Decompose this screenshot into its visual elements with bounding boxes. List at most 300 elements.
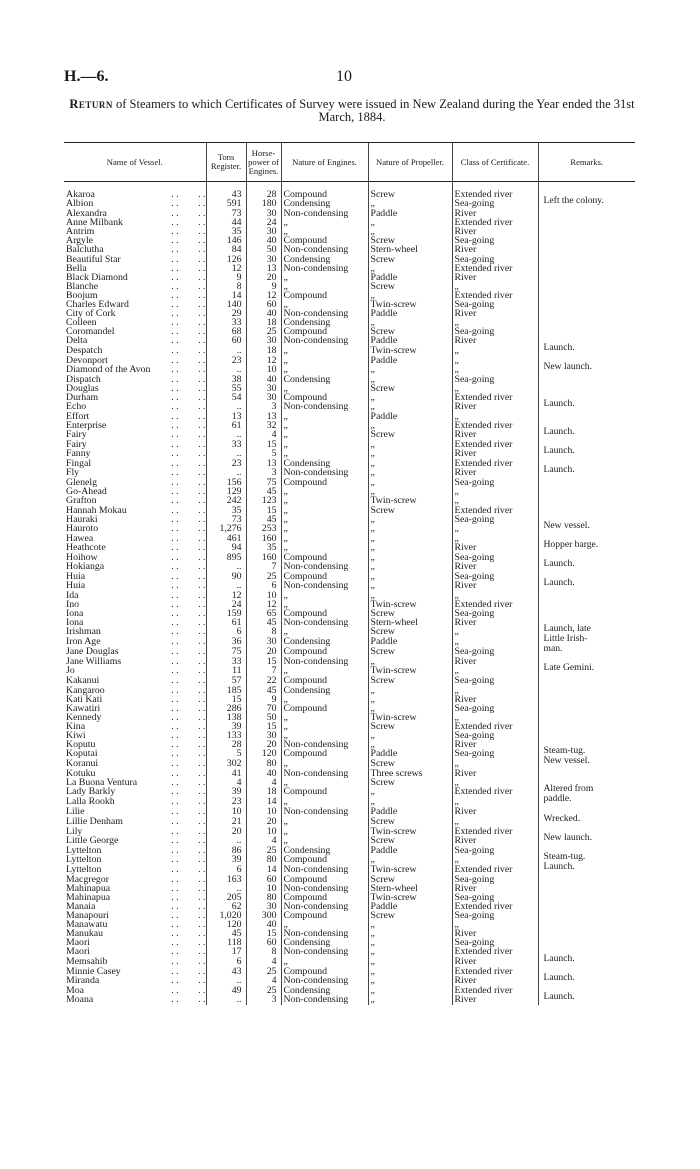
cell-remarks [538,487,635,496]
cell-remarks [538,990,635,1005]
cell-tons-register: 45 [206,929,246,938]
cell-vessel-name: Kina . . [64,722,206,731]
cell-class-of-certificate: „ [452,365,538,375]
cell-class-of-certificate: Sea-going [452,255,538,264]
cell-tons-register: 5 [206,749,246,759]
cell-vessel-name: Ida . . [64,591,206,600]
cell-tons-register: 62 [206,902,246,911]
cell-nature-of-engines: Compound [281,647,368,657]
cell-vessel-name: Jane Williams . . [64,657,206,666]
cell-vessel-name: Manawatu . . [64,920,206,929]
cell-nature-of-engines: Compound [281,855,368,865]
cell-tons-register: 6 [206,865,246,875]
cell-nature-of-engines: Condensing [281,938,368,947]
cell-remarks [538,920,635,929]
cell-nature-of-propeller: Screw [368,190,452,199]
cell-class-of-certificate: „ [452,412,538,421]
cell-tons-register: 10 [206,807,246,816]
cell-remarks [538,445,635,459]
cell-horse-power: 60 [246,938,281,947]
cell-horse-power: 5 [246,449,281,459]
cell-nature-of-propeller: „ [368,393,452,402]
cell-class-of-certificate: Sea-going [452,609,538,618]
cell-nature-of-engines: „ [281,827,368,836]
remark-text: Launch. [543,577,575,588]
cell-horse-power: 18 [246,318,281,327]
cell-nature-of-engines: Non-condensing [281,468,368,478]
cell-vessel-name: Kangaroo . . [64,686,206,695]
cell-nature-of-propeller: Twin-screw [368,300,452,309]
cell-nature-of-propeller: Paddle [368,336,452,345]
cell-horse-power: 15 [246,722,281,731]
cell-nature-of-propeller: Paddle [368,209,452,218]
cell-nature-of-propeller: „ [368,797,452,807]
cell-class-of-certificate: „ [452,496,538,505]
cell-remarks [538,557,635,572]
cell-remarks [538,591,635,600]
cell-horse-power: 13 [246,264,281,273]
cell-tons-register: 159 [206,609,246,618]
cell-nature-of-engines: Compound [281,291,368,300]
cell-vessel-name: Moana . . [64,995,206,1005]
cell-tons-register: 11 [206,666,246,676]
cell-class-of-certificate: River [452,695,538,704]
cell-class-of-certificate: Extended river [452,393,538,402]
cell-class-of-certificate: Extended river [452,291,538,300]
table-row [64,704,635,713]
cell-class-of-certificate: Sea-going [452,199,538,209]
cell-nature-of-propeller: Screw [368,722,452,731]
cell-nature-of-propeller: Screw [368,506,452,515]
table-row [64,245,635,254]
cell-class-of-certificate: Sea-going [452,327,538,336]
cell-nature-of-propeller: Screw [368,430,452,440]
cell-horse-power: 70 [246,704,281,713]
cell-vessel-name: Iona . . [64,609,206,618]
cell-class-of-certificate: Sea-going [452,893,538,902]
cell-vessel-name: Ino . . [64,600,206,609]
cell-nature-of-propeller: „ [368,318,452,327]
remark-text: Launch. [543,860,575,872]
cell-tons-register: 29 [206,309,246,318]
cell-remarks [538,731,635,740]
cell-nature-of-engines: Compound [281,676,368,685]
cell-remarks [538,496,635,505]
cell-class-of-certificate: „ [452,797,538,807]
cell-nature-of-propeller: „ [368,929,452,938]
cell-class-of-certificate: „ [452,384,538,393]
cell-horse-power: 20 [246,647,281,657]
table-row [64,609,635,618]
table-row [64,282,635,291]
cell-horse-power: 50 [246,245,281,254]
cell-remarks [538,264,635,273]
cell-vessel-name: Fanny . . [64,449,206,459]
cell-remarks [538,291,635,300]
cell-nature-of-engines: „ [281,384,368,393]
cell-class-of-certificate: River [452,468,538,478]
cell-horse-power: 123 [246,496,281,505]
cell-tons-register: 591 [206,199,246,209]
cell-horse-power: 80 [246,855,281,865]
cell-remarks [538,282,635,291]
cell-horse-power: 8 [246,627,281,637]
cell-tons-register: 33 [206,318,246,327]
cell-class-of-certificate: „ [452,346,538,356]
cell-remarks [538,300,635,309]
cell-horse-power: 14 [246,797,281,807]
cell-nature-of-propeller: „ [368,731,452,740]
cell-nature-of-engines: Compound [281,478,368,487]
cell-vessel-name: Kennedy . . [64,713,206,722]
cell-vessel-name: Durham . . [64,393,206,402]
cell-horse-power: 45 [246,686,281,695]
page-reference: H.—6. [64,68,109,85]
cell-nature-of-engines: „ [281,515,368,524]
cell-vessel-name: La Buona Ventura . . [64,778,206,787]
table-row [64,255,635,264]
cell-tons-register: 133 [206,731,246,740]
cell-nature-of-engines: „ [281,412,368,421]
cell-remarks [538,831,635,846]
cell-nature-of-engines: „ [281,731,368,740]
cell-tons-register: 41 [206,769,246,778]
table-row [64,929,635,938]
cell-remarks [538,704,635,713]
cell-horse-power: 30 [246,209,281,218]
cell-nature-of-propeller: Screw [368,384,452,393]
cell-nature-of-propeller: Twin-screw [368,827,452,836]
cell-nature-of-propeller: „ [368,855,452,865]
cell-remarks [538,375,635,384]
cell-nature-of-propeller: „ [368,967,452,976]
cell-remarks [538,360,635,375]
cell-remarks [538,195,635,209]
cell-horse-power: 9 [246,695,281,704]
table-row [64,375,635,384]
table-row [64,686,635,695]
cell-class-of-certificate: River [452,957,538,967]
cell-vessel-name: Lalla Rookh . . [64,797,206,807]
cell-remarks [538,902,635,911]
cell-vessel-name: Mahinapua . . [64,893,206,902]
cell-vessel-name: Hokianga . . [64,562,206,572]
cell-tons-register: 49 [206,986,246,995]
cell-nature-of-propeller: Twin-screw [368,713,452,722]
cell-nature-of-engines: Non-condensing [281,336,368,345]
cell-tons-register: 43 [206,967,246,976]
cell-nature-of-engines: „ [281,440,368,449]
cell-nature-of-propeller: Paddle [368,749,452,759]
cell-class-of-certificate: Extended river [452,421,538,430]
cell-class-of-certificate: River [452,402,538,412]
remark-text: Launch. [543,464,575,476]
cell-tons-register: 20 [206,827,246,836]
cell-tons-register: 14 [206,291,246,300]
cell-horse-power: 8 [246,947,281,956]
cell-remarks [538,327,635,336]
table-row [64,722,635,731]
cell-nature-of-engines: Non-condensing [281,657,368,666]
cell-horse-power: 9 [246,282,281,291]
cell-vessel-name: Boojum . . [64,291,206,300]
table-row [64,591,635,600]
steamers-table [64,142,635,1005]
cell-horse-power: 40 [246,309,281,318]
cell-vessel-name: Anne Milbank . . [64,218,206,227]
cell-nature-of-engines: „ [281,421,368,430]
cell-tons-register: 120 [206,920,246,929]
cell-horse-power: 10 [246,827,281,836]
cell-vessel-name: Hauroto . . [64,524,206,534]
cell-nature-of-engines: Compound [281,572,368,581]
cell-tons-register: .. [206,468,246,478]
cell-horse-power: 50 [246,713,281,722]
cell-nature-of-propeller: „ [368,459,452,468]
cell-class-of-certificate: River [452,995,538,1005]
cell-vessel-name: City of Cork . . [64,309,206,318]
table-row [64,995,635,1005]
cell-nature-of-engines: „ [281,836,368,846]
cell-vessel-name: Lily . . [64,827,206,836]
cell-class-of-certificate: Extended river [452,722,538,731]
cell-nature-of-propeller: „ [368,440,452,449]
cell-horse-power: 4 [246,430,281,440]
cell-tons-register: 17 [206,947,246,956]
table-body [64,182,635,1005]
table-row [64,713,635,722]
table-row [64,218,635,227]
cell-vessel-name: Jo . . [64,666,206,676]
table-row [64,291,635,300]
cell-vessel-name: Koranui . . [64,759,206,769]
table-row [64,384,635,393]
cell-horse-power: 3 [246,468,281,478]
cell-nature-of-propeller: „ [368,938,452,947]
cell-tons-register: 8 [206,282,246,291]
cell-tons-register: 84 [206,245,246,254]
cell-tons-register: 28 [206,740,246,749]
cell-tons-register: 138 [206,713,246,722]
cell-class-of-certificate: River [452,273,538,282]
cell-nature-of-propeller: „ [368,478,452,487]
cell-nature-of-engines: „ [281,487,368,496]
cell-nature-of-engines: „ [281,778,368,787]
cell-vessel-name: Effort . . [64,412,206,421]
table-row [64,236,635,245]
cell-vessel-name: Mahinapua . . [64,884,206,893]
cell-vessel-name: Hawea . . [64,534,206,543]
cell-nature-of-propeller: Screw [368,236,452,245]
cell-tons-register: 1,276 [206,524,246,534]
cell-horse-power: 35 [246,543,281,553]
header-name-of-vessel: Name of Vessel. [64,143,206,182]
cell-horse-power: 14 [246,865,281,875]
cell-horse-power: 28 [246,190,281,199]
table-row [64,875,635,884]
cell-nature-of-propeller: Screw [368,609,452,618]
cell-vessel-name: Echo . . [64,402,206,412]
cell-nature-of-propeller: „ [368,995,452,1005]
cell-nature-of-engines: Compound [281,875,368,884]
cell-nature-of-propeller: „ [368,657,452,666]
cell-tons-register: .. [206,562,246,572]
remark-text: Launch. [543,397,575,409]
remark-text: Launch. [543,445,575,457]
cell-horse-power: 25 [246,846,281,855]
cell-nature-of-engines: Compound [281,893,368,902]
cell-remarks [538,893,635,902]
cell-class-of-certificate: Sea-going [452,704,538,713]
cell-remarks [538,769,635,778]
cell-class-of-certificate: Sea-going [452,236,538,245]
cell-tons-register: 4 [206,778,246,787]
cell-class-of-certificate: Extended river [452,865,538,875]
cell-tons-register: 61 [206,421,246,430]
cell-horse-power: 13 [246,412,281,421]
cell-tons-register: .. [206,976,246,986]
cell-tons-register: 118 [206,938,246,947]
table-row [64,273,635,282]
cell-horse-power: 20 [246,273,281,282]
table-row [64,769,635,778]
cell-nature-of-engines: „ [281,722,368,731]
cell-remarks [538,478,635,487]
cell-class-of-certificate: Extended river [452,967,538,976]
cell-horse-power: 15 [246,506,281,515]
cell-remarks [538,538,635,553]
cell-nature-of-engines: „ [281,543,368,553]
cell-vessel-name: Moa . . [64,986,206,995]
cell-vessel-name: Kakanui . . [64,676,206,685]
cell-nature-of-engines: Non-condensing [281,740,368,749]
cell-nature-of-engines: „ [281,920,368,929]
cell-class-of-certificate: River [452,769,538,778]
cell-horse-power: 30 [246,255,281,264]
cell-remarks [538,600,635,609]
cell-tons-register: 6 [206,957,246,967]
cell-nature-of-propeller: „ [368,695,452,704]
table-row [64,957,635,967]
cell-nature-of-engines: Compound [281,911,368,920]
table-row [64,478,635,487]
cell-vessel-name: Kati Kati . . [64,695,206,704]
table-row [64,893,635,902]
cell-vessel-name: Lillie Denham . . [64,817,206,827]
table-row [64,817,635,827]
cell-nature-of-engines: „ [281,218,368,227]
table-row [64,309,635,318]
cell-class-of-certificate: River [452,430,538,440]
cell-nature-of-engines: „ [281,713,368,722]
cell-nature-of-propeller: Twin-screw [368,893,452,902]
cell-nature-of-propeller: „ [368,947,452,956]
cell-vessel-name: Hoihow . . [64,553,206,562]
remark-text: New launch. [543,831,592,843]
cell-vessel-name: Lady Barkly . . [64,787,206,797]
cell-vessel-name: Memsahib . . [64,957,206,967]
table-row [64,487,635,496]
cell-nature-of-engines: „ [281,957,368,967]
cell-nature-of-engines: „ [281,695,368,704]
cell-tons-register: 205 [206,893,246,902]
cell-vessel-name: Balclutha . . [64,245,206,254]
cell-class-of-certificate: Sea-going [452,572,538,581]
cell-tons-register: 73 [206,209,246,218]
cell-vessel-name: Maori . . [64,938,206,947]
cell-nature-of-propeller: „ [368,227,452,236]
cell-horse-power: 40 [246,920,281,929]
cell-horse-power: 25 [246,986,281,995]
cell-horse-power: 60 [246,300,281,309]
cell-remarks [538,755,635,769]
cell-tons-register: 55 [206,384,246,393]
cell-vessel-name: Macgregor . . [64,875,206,884]
cell-remarks [538,812,635,827]
cell-nature-of-propeller: „ [368,957,452,967]
cell-vessel-name: Glenelg . . [64,478,206,487]
cell-tons-register: 60 [206,336,246,345]
cell-class-of-certificate: River [452,976,538,986]
cell-vessel-name: Antrim . . [64,227,206,236]
table-row [64,902,635,911]
cell-class-of-certificate: Extended river [452,190,538,199]
cell-tons-register: 35 [206,227,246,236]
cell-nature-of-propeller: „ [368,402,452,412]
cell-class-of-certificate: „ [452,686,538,695]
table-row [64,920,635,929]
table-row [64,506,635,515]
cell-class-of-certificate: River [452,807,538,816]
cell-vessel-name: Devonport . . [64,356,206,365]
remark-text: Steam-tug. [543,850,586,862]
cell-class-of-certificate: „ [452,318,538,327]
cell-tons-register: 33 [206,657,246,666]
cell-nature-of-propeller: Screw [368,627,452,637]
table-header-row [64,143,635,182]
cell-class-of-certificate: Sea-going [452,478,538,487]
cell-class-of-certificate: „ [452,627,538,637]
cell-nature-of-engines: „ [281,591,368,600]
cell-tons-register: 895 [206,553,246,562]
cell-vessel-name: Bella . . [64,264,206,273]
table-row [64,695,635,704]
cell-class-of-certificate: „ [452,855,538,865]
cell-tons-register: 39 [206,722,246,731]
cell-tons-register: 44 [206,218,246,227]
cell-horse-power: 18 [246,346,281,356]
cell-nature-of-engines: Non-condensing [281,769,368,778]
cell-nature-of-propeller: Screw [368,778,452,787]
cell-nature-of-propeller: Screw [368,255,452,264]
cell-horse-power: 40 [246,236,281,245]
remark-text: paddle. [543,793,572,805]
cell-remarks [538,938,635,947]
cell-nature-of-engines: Compound [281,749,368,759]
title-text: of Steamers to which Certificates of Survey were issued in New Zealand during the Year ended the 31st March, 1884. [116,97,635,124]
cell-class-of-certificate: „ [452,534,538,543]
cell-vessel-name: Miranda . . [64,976,206,986]
cell-remarks [538,255,635,264]
cell-class-of-certificate: River [452,336,538,345]
cell-nature-of-propeller: „ [368,581,452,591]
table-row [64,524,635,534]
cell-remarks [538,609,635,618]
cell-horse-power: 160 [246,553,281,562]
cell-horse-power: 12 [246,291,281,300]
header-nature-of-propeller: Nature of Propeller. [368,143,452,182]
cell-remarks [538,464,635,478]
